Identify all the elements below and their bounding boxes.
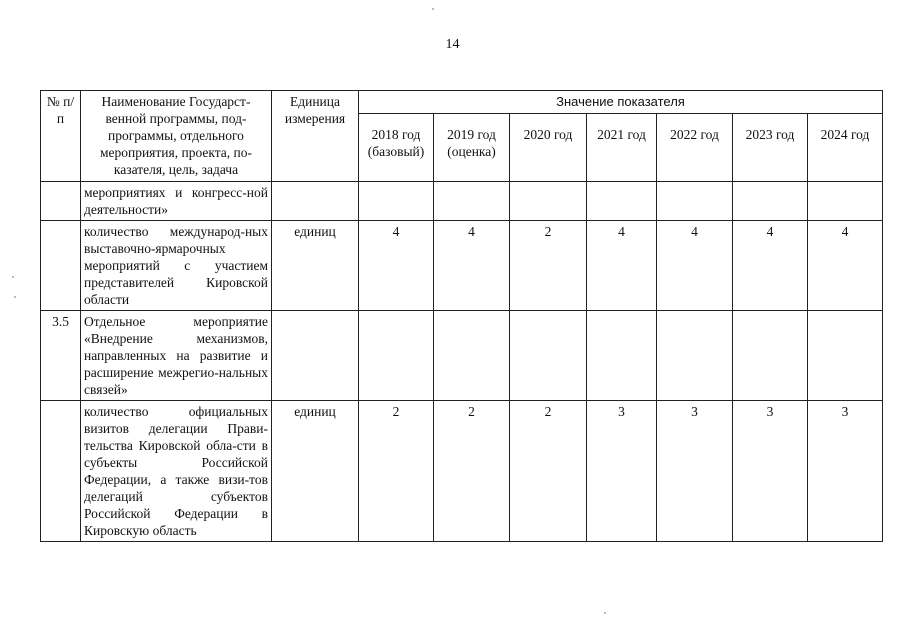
header-year: 2019 год (оценка) — [434, 114, 510, 182]
row-value: 2 — [510, 221, 587, 311]
row-value — [510, 311, 587, 401]
header-year: 2020 год — [510, 114, 587, 182]
scan-speck — [12, 276, 14, 278]
row-value — [657, 182, 733, 221]
header-year: 2022 год — [657, 114, 733, 182]
row-unit: единиц — [272, 221, 359, 311]
row-value: 4 — [359, 221, 434, 311]
row-value: 4 — [587, 221, 657, 311]
table-row — [41, 311, 883, 401]
row-value: 3 — [657, 401, 733, 542]
header-name: Наименование Государст-венной программы, под-программы, отдельного мероприятия, проекта, по-казателя, цель, задача — [81, 91, 272, 182]
header-unit: Единица измерения — [272, 91, 359, 182]
row-value: 4 — [808, 221, 883, 311]
scan-speck — [604, 612, 606, 614]
row-value — [808, 311, 883, 401]
header-values-group: Значение показателя — [359, 91, 883, 114]
scan-speck — [14, 296, 16, 298]
row-name: мероприятиях и конгресс-ной деятельности» — [81, 182, 272, 221]
row-value: 3 — [733, 401, 808, 542]
header-year: 2018 год (базовый) — [359, 114, 434, 182]
table-row — [41, 401, 883, 542]
scan-speck — [432, 8, 434, 10]
row-value: 3 — [808, 401, 883, 542]
row-value: 2 — [510, 401, 587, 542]
row-num — [41, 401, 81, 542]
row-value — [733, 182, 808, 221]
row-value — [808, 182, 883, 221]
row-name: количество официальных визитов делегации Прави-тельства Кировской обла-сти в субъекты Российской Федерации, а также визи-тов делегаций субъектов Российской Федерации в Кировскую область — [81, 401, 272, 542]
row-value — [510, 182, 587, 221]
row-value — [587, 311, 657, 401]
row-num — [41, 182, 81, 221]
header-year: 2024 год — [808, 114, 883, 182]
row-value — [359, 311, 434, 401]
page-number: 14 — [445, 37, 460, 52]
row-value — [434, 311, 510, 401]
row-num: 3.5 — [41, 311, 81, 401]
row-unit: единиц — [272, 401, 359, 542]
table-row — [41, 182, 883, 221]
indicator-table — [40, 90, 883, 542]
row-value — [587, 182, 657, 221]
row-value: 4 — [733, 221, 808, 311]
table-row — [41, 221, 883, 311]
row-value — [657, 311, 733, 401]
row-value: 3 — [587, 401, 657, 542]
row-name: количество международ-ных выставочно-ярмарочных мероприятий с участием представителей Кировской области — [81, 221, 272, 311]
row-value: 2 — [434, 401, 510, 542]
header-row — [41, 91, 883, 114]
row-value: 2 — [359, 401, 434, 542]
row-unit — [272, 311, 359, 401]
row-value: 4 — [657, 221, 733, 311]
row-num — [41, 221, 81, 311]
header-year: 2021 год — [587, 114, 657, 182]
header-num: № п/п — [41, 91, 81, 182]
row-value — [359, 182, 434, 221]
row-value: 4 — [434, 221, 510, 311]
row-unit — [272, 182, 359, 221]
row-value — [434, 182, 510, 221]
row-name: Отдельное мероприятие «Внедрение механизмов, направленных на развитие и расширение межрегио-нальных связей» — [81, 311, 272, 401]
row-value — [733, 311, 808, 401]
header-year: 2023 год — [733, 114, 808, 182]
